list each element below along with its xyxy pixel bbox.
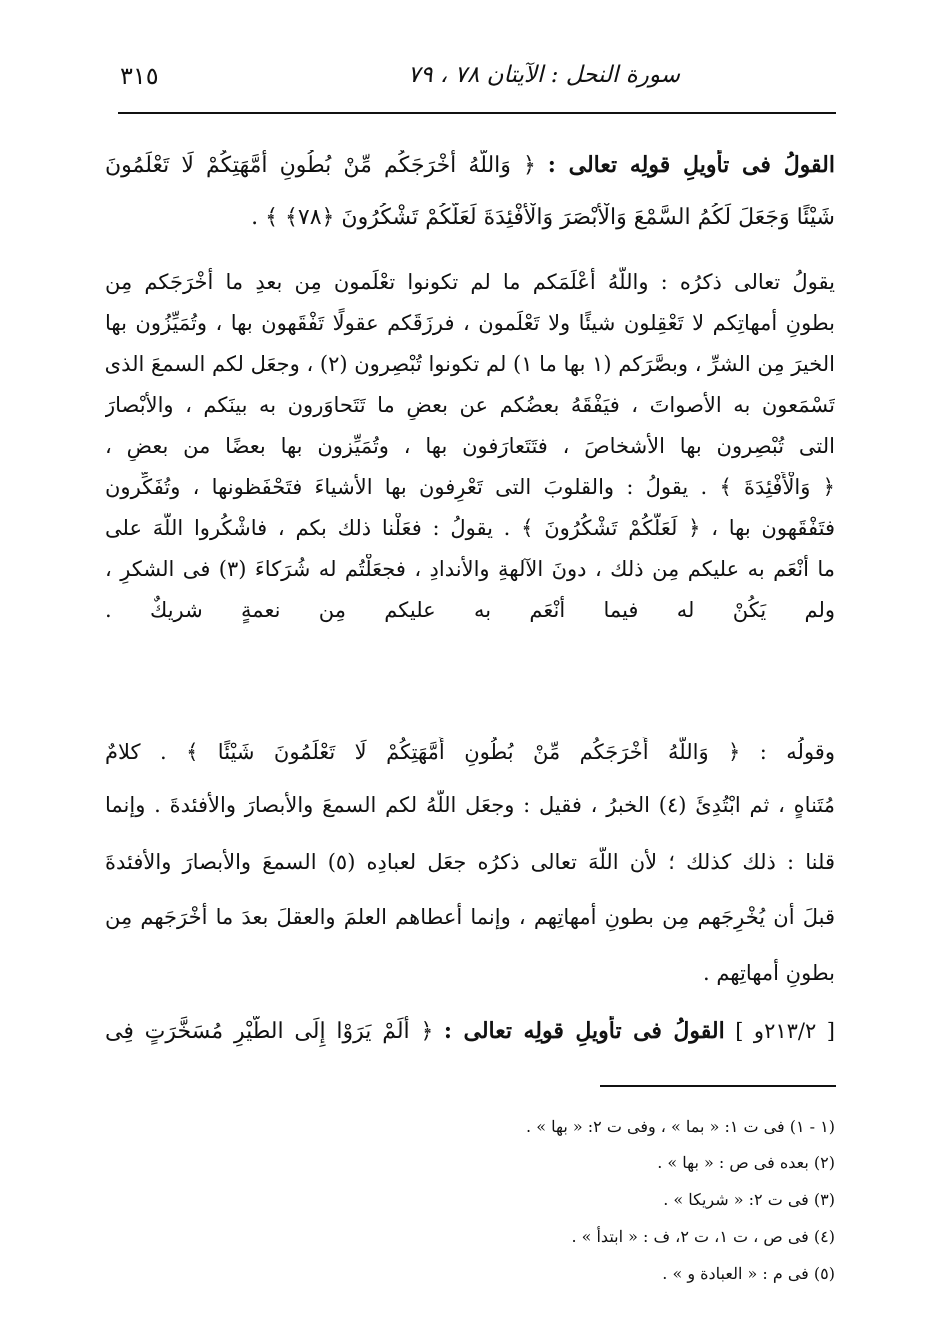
text-line: الخيرَ مِن الشرِّ ، وبصَّرَكم (١ بها ما ١) لم تكونوا تُبْصِرون (٢) ، وجعَل لكم السمعَ الذى	[105, 352, 835, 376]
manuscript-reference: [ ٢١٣/٢و ]	[735, 1019, 835, 1043]
text-line	[105, 1016, 835, 1047]
text-line: ما أنْعَم به عليكم مِن ذلك ، دونَ الآلهةِ والأندادِ ، فجعَلْتُم له شُرَكاءَ (٣) فى الشكرِ ،	[105, 557, 835, 581]
text-line: فتَفْقَهون بها ، ﴿ لَعَلَّكُمْ تَشْكُرُونَ ﴾ . يقولُ : فعَلْنا ذلك بكم ، فاشْكُروا اللَّهَ على	[105, 516, 835, 540]
text-line: التى تُبْصِرون بها الأشخاصَ ، فتَتَعارَفون بها ، وتُمَيِّزون بها بعضًا من بعضٍ ،	[105, 434, 835, 458]
text-line: بطونِ أمهاتِهم .	[702, 961, 835, 985]
text-line: مُتَناهٍ ، ثم ابْتُدِئَ (٤) الخبرُ ، فقيل : وجعَل اللَّهُ لكم السمعَ والأبصارَ والأفئدةَ . وإنما	[105, 793, 835, 817]
text-line: بطونِ أمهاتِكم لا تَعْقِلون شيئًا ولا تَعْلَمون ، فرزَقَكم عقولًا تَفْقَهون بها ، وتُمَيِّزُون بها	[105, 311, 835, 335]
footnote: (٥) فى م : « العبادة و » .	[662, 1264, 835, 1283]
text-line	[105, 150, 835, 181]
footnote: (٤) فى ص ، ت ١، ت ٢، ف : « ابتدأ » .	[571, 1227, 835, 1246]
header-divider	[118, 112, 836, 114]
text-line: قلنا : ذلك كذلك ؛ لأن اللَّهَ تعالى ذكرُه جعَل لعبادِه (٥) السمعَ والأبصارَ والأفئدةَ	[105, 850, 835, 874]
footnote: (٢) بعده فى ص : « بها » .	[657, 1153, 835, 1172]
footnote: (٣) فى ت ٢: « شريكا » .	[663, 1190, 835, 1209]
text-line: قبلَ أن يُخْرِجَهم مِن بطونِ أمهاتِهم ، وإنما أعطاهم العلمَ والعقلَ بعدَ ما أخْرَجَهم مِن	[105, 905, 835, 929]
quran-verse: ﴿ وَاللَّهُ أَخْرَجَكُم مِّنْ بُطُونِ أُمَّهَتِكُمْ لَا تَعْلَمُونَ	[105, 153, 536, 178]
page-header	[120, 62, 830, 102]
page-number: ٣١٥	[120, 62, 159, 90]
section-heading: القولُ فى تأويلِ قولِه تعالى :	[547, 152, 835, 178]
text-line: ولم يَكُنْ له فيما أنْعَم به عليكم مِن نعمةٍ شريكٌ .	[105, 598, 835, 622]
section-heading: القولُ فى تأويلِ قولِه تعالى :	[443, 1018, 725, 1044]
footnotes-divider	[600, 1085, 836, 1087]
text-line: وقولُه : ﴿ وَاللَّهُ أَخْرَجَكُم مِّنْ بُطُونِ أُمَّهَتِكُمْ لَا تَعْلَمُونَ شَيْئًا ﴾ . كلامٌ	[105, 740, 835, 764]
quran-verse: شَيْئًا وَجَعَلَ لَكُمُ السَّمْعَ وَالْأَبْصَرَ وَالْأَفْئِدَةَ لَعَلَّكُمْ تَشْكُرُونَ ﴿٧٨﴾ ﴾ .	[251, 205, 835, 230]
text-line: تَسْمَعون به الأصواتَ ، فيَفْقَهُ بعضُكم عن بعضٍ ما تَتَحاوَرون به بينَكم ، والأبْصارَ	[105, 393, 835, 417]
footnote: (١ - ١) فى ت ١: « بما » ، وفى ت ٢: « بها » .	[526, 1117, 835, 1136]
text-line: ﴿ وَالْأَفْئِدَةَ ﴾ . يقولُ : والقلوبَ التى تَعْرِفون بها الأشياءَ فتَحْفَظونها ، وتُفَكِّرون	[105, 475, 835, 499]
running-title: سورة النحل : الآيتان ٧٨ ، ٧٩	[407, 62, 680, 88]
quran-verse: ﴿ أَلَمْ يَرَوْا إِلَى الطَّيْرِ مُسَخَّرَتٍ فِى	[105, 1019, 434, 1044]
text-line: يقولُ تعالى ذكرُه : واللَّهُ أعْلَمَكم ما لم تكونوا تعْلَمون مِن بعدِ ما أخْرَجَكم مِن	[105, 270, 835, 294]
